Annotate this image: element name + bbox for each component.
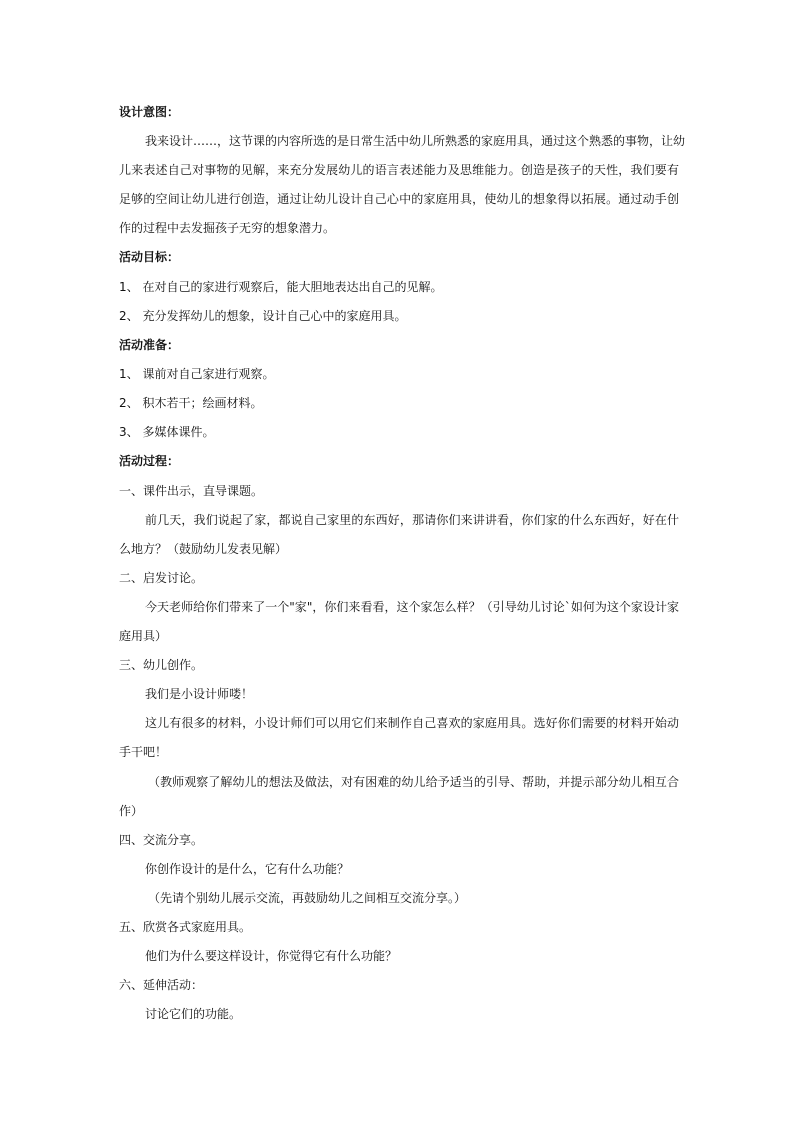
section-3-para-b-line-2: 手干吧！ [119,745,168,759]
section-2-title: 二、启发讨论。 [119,571,204,585]
section-1-para-line-1: 前几天，我们说起了家，都说自己家里的东西好，那请你们来讲讲看，你们家的什么东西好，好在什 [145,513,679,527]
heading-goals: 活动目标： [119,250,180,264]
prep-item-2: 2、 积木若干；绘画材料。 [119,396,263,410]
intent-line-2: 儿来表述自己对事物的见解，来充分发展幼儿的语言表述能力及思维能力。创造是孩子的天性，我们要有 [119,163,679,177]
section-3-para-c-line-2: 作） [119,804,144,818]
goal-item-2: 2、 充分发挥幼儿的想象，设计自己心中的家庭用具。 [119,309,407,323]
section-4-title: 四、交流分享。 [119,833,204,847]
heading-process: 活动过程： [119,454,180,468]
heading-design-intent: 设计意图： [119,105,180,119]
section-1-para-line-2: 么地方？（鼓励幼儿发表见解） [119,542,288,556]
goal-item-1: 1、 在对自己的家进行观察后，能大胆地表达出自己的见解。 [119,280,443,294]
section-4-para-b: （先请个别幼儿展示交流，再鼓励幼儿之间相互交流分享。） [148,891,467,905]
section-3-para-c-line-1: （教师观察了解幼儿的想法及做法，对有困难的幼儿给予适当的引导、帮助，并提示部分幼儿相互合 [148,775,679,789]
section-5-para-a: 他们为什么要这样设计，你觉得它有什么功能？ [145,949,398,963]
section-6-title: 六、延伸活动： [119,978,204,992]
section-1-title: 一、课件出示，直导课题。 [119,484,264,498]
intent-line-4: 作的过程中去发掘孩子无穷的想象潜力。 [119,221,336,235]
section-2-para-line-1: 今天老师给你们带来了一个"家"，你们来看看，这个家怎么样？（引导幼儿讨论`如何为这个家设计家 [145,600,679,614]
section-3-title: 三、幼儿创作。 [119,658,204,672]
prep-item-3: 3、 多媒体课件。 [119,425,215,439]
section-3-para-a: 我们是小设计师喽！ [145,687,254,701]
heading-preparation: 活动准备： [119,338,180,352]
prep-item-1: 1、 课前对自己家进行观察。 [119,367,275,381]
section-2-para-line-2: 庭用具） [119,629,168,643]
section-4-para-a: 你创作设计的是什么，它有什么功能？ [145,862,350,876]
section-5-title: 五、欣赏各式家庭用具。 [119,920,252,934]
section-6-para-a: 讨论它们的功能。 [145,1007,242,1021]
section-3-para-b-line-1: 这儿有很多的材料，小设计师们可以用它们来制作自己喜欢的家庭用具。选好你们需要的材料开始动 [145,716,679,730]
intent-line-1: 我来设计……，这节课的内容所选的是日常生活中幼儿所熟悉的家庭用具，通过这个熟悉的事物，让幼 [145,134,686,148]
intent-line-3: 足够的空间让幼儿进行创造，通过让幼儿设计自己心中的家庭用具，使幼儿的想象得以拓展。通过动手创 [119,192,679,206]
